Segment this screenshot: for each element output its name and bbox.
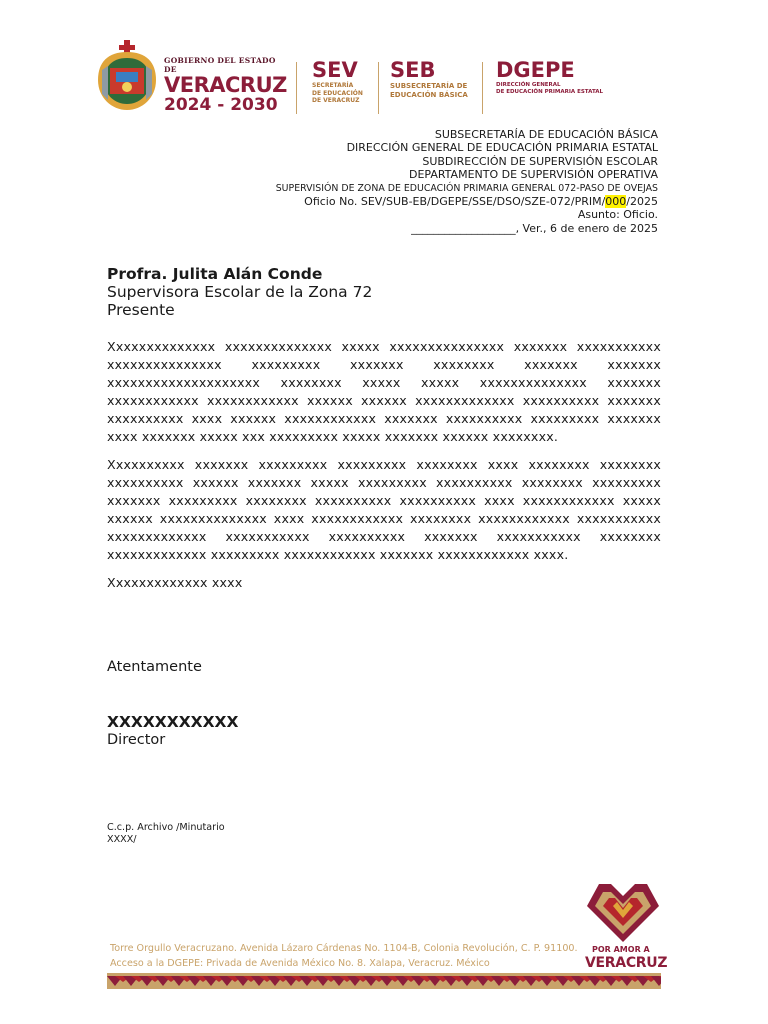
ccp-block — [107, 822, 225, 846]
signatory-title: Director — [107, 732, 166, 748]
state-coat-of-arms-icon — [96, 40, 158, 112]
addressee-presente: Presente — [107, 301, 175, 319]
sev-sub-2: DE EDUCACIÓN — [312, 89, 363, 97]
ref-place-date: ___________________, Ver., 6 de enero de 2025 — [411, 221, 658, 235]
oficio-prefix: Oficio No. SEV/SUB-EB/DGEPE/SSE/DSO/SZE-072/PRIM/ — [304, 195, 606, 209]
sev-logo — [312, 58, 363, 105]
slogan-line-1: POR AMOR A — [592, 945, 650, 954]
ref-asunto: Asunto: Oficio. — [577, 208, 658, 222]
dgepe-sub-1: DIRECCIÓN GENERAL — [496, 82, 561, 88]
ref-subsecretaria: SUBSECRETARÍA DE EDUCACIÓN BÁSICA — [434, 128, 658, 141]
seb-sub-1: SUBSECRETARÍA DE — [390, 82, 468, 90]
ref-direccion: DIRECCIÓN GENERAL DE EDUCACIÓN PRIMARIA ESTATAL — [346, 141, 658, 155]
oficio-number: 000 — [605, 195, 627, 209]
letterhead — [96, 38, 676, 114]
header-divider — [378, 62, 379, 114]
sev-sub-3: DE VERACRUZ — [312, 97, 360, 104]
period-label: 2024 - 2030 — [164, 95, 278, 115]
body-paragraph-2: Xxxxxxxxxx xxxxxxx xxxxxxxxx xxxxxxxxx xxxxxxxx xxxx xxxxxxxx xxxxxxxx xxxxxxxxxx xxxxxx xxxxxxx xxxxx xxxxxxxxx xxxxxxxxxx xxxxxxxx xxxxxxxxx xxxxxxx xxxxxxxxx xxxxxxxx xxxxxxxxxx xxxxxxxxxx xxxx xxxxxxxxxxxx xxxxx xxxxxx xxxxxxxxxxxxxx xxxx xxxxxxxxxxxx xxxxxxxx xxxxxxxxxxxx xxxxxxxxxxx xxxxxxxxxxxxx xxxxxxxxxxx xxxxxxxxxx xxxxxxx xxxxxxxxxxx xxxxxxxx xxxxxxxxxxxxx xxxxxxxxx xxxxxxxxxxxx xxxxxxx xxxxxxxxxxxx xxxx. — [107, 457, 661, 562]
body-paragraph-1: Xxxxxxxxxxxxxx xxxxxxxxxxxxxx xxxxx xxxxxxxxxxxxxxx xxxxxxx xxxxxxxxxxx xxxxxxxxxxxxxxx xxxxxxxxx xxxxxxx xxxxxxxx xxxxxxx xxxxxxx xxxxxxxxxxxxxxxxxxxx xxxxxxxx xxxxx xxxxx xxxxxxxxxxxxxx xxxxxxx xxxxxxxxxxxx xxxxxxxxxxxx xxxxxx xxxxxx xxxxxxxxxxxxx xxxxxxxxxx xxxxxxx xxxxxxxxxx xxxx xxxxxx xxxxxxxxxxxx xxxxxxx xxxxxxxxxx xxxxxxxxx xxxxxxx xxxx xxxxxxx xxxxx xxx xxxxxxxxx xxxxx xxxxxxx xxxxxx xxxxxxxx. — [107, 339, 661, 444]
signatory-name: XXXXXXXXXXX — [107, 713, 239, 731]
dgepe-logo — [496, 58, 603, 96]
addressee-position: Supervisora Escolar de la Zona 72 — [107, 283, 373, 301]
veracruz-label: VERACRUZ — [164, 73, 287, 97]
decorative-pattern-band — [107, 973, 661, 989]
slogan-line-2: VERACRUZ — [585, 955, 668, 971]
addressee-block — [107, 265, 667, 319]
seb-acronym: SEB — [390, 58, 436, 82]
header-divider — [296, 62, 297, 114]
ccp-archivo: C.c.p. Archivo /Minutario — [107, 822, 225, 833]
ref-subdireccion: SUBDIRECCIÓN DE SUPERVISIÓN ESCOLAR — [422, 154, 658, 168]
footer-address — [110, 941, 578, 971]
ref-supervision: SUPERVISIÓN DE ZONA DE EDUCACIÓN PRIMARIA GENERAL 072-PASO DE OVEJAS — [275, 182, 658, 194]
dgepe-acronym: DGEPE — [496, 58, 575, 82]
gobierno-label: GOBIERNO DEL ESTADO DE — [164, 56, 276, 74]
addressee-name: Profra. Julita Alán Conde — [107, 265, 323, 283]
ccp-initials: XXXX/ — [107, 834, 137, 845]
sev-acronym: SEV — [312, 58, 358, 82]
gobierno-wordmark — [164, 56, 287, 114]
gobierno-veracruz-logo — [96, 38, 286, 114]
seb-logo — [390, 58, 468, 100]
body-paragraph-3: Xxxxxxxxxxxxx xxxx — [107, 575, 243, 590]
ref-departamento: DEPARTAMENTO DE SUPERVISIÓN OPERATIVA — [408, 168, 658, 182]
footer-address-2: Acceso a la DGEPE: Privada de Avenida México No. 8. Xalapa, Veracruz. México — [110, 958, 490, 969]
letter-body — [107, 338, 661, 602]
header-divider — [482, 62, 483, 114]
sev-sub-1: SECRETARÍA — [312, 82, 354, 89]
closing: Atentamente — [107, 659, 202, 675]
dgepe-sub-2: DE EDUCACIÓN PRIMARIA ESTATAL — [496, 89, 604, 95]
reference-block — [276, 128, 658, 235]
footer-address-1: Torre Orgullo Veracruzano. Avenida Lázaro Cárdenas No. 1104-B, Colonia Revolución, C. P. 91100. — [110, 943, 578, 954]
oficio-suffix: /2025 — [626, 195, 658, 209]
ref-oficio — [276, 195, 658, 208]
seb-sub-2: EDUCACIÓN BÁSICA — [390, 91, 468, 99]
